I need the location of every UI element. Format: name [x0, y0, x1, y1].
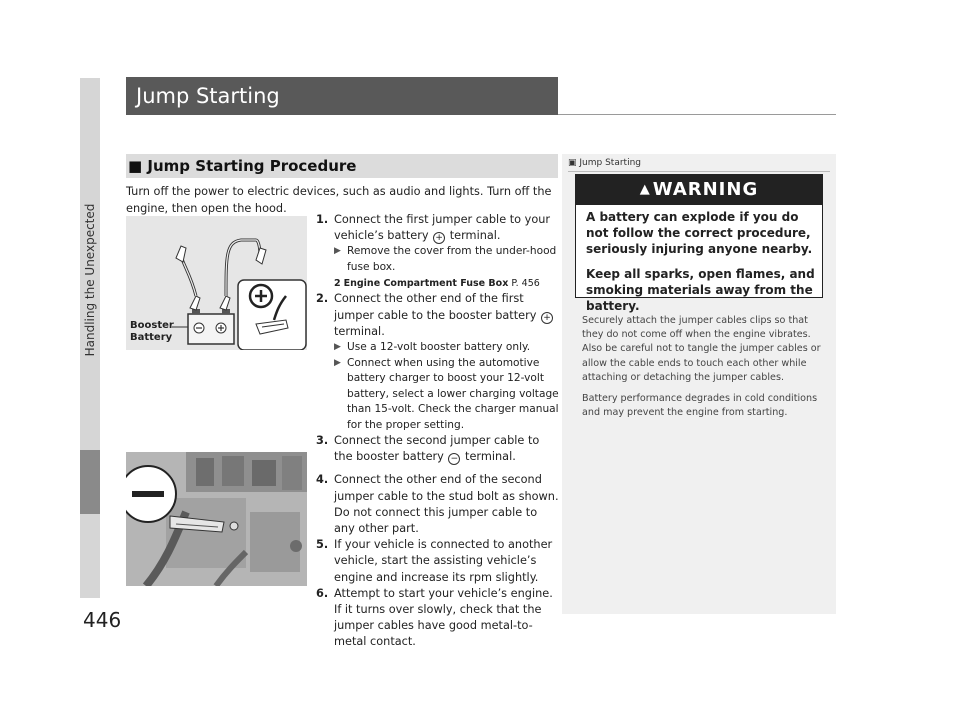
section-heading: [126, 154, 558, 178]
booster-battery-label: Booster Battery: [130, 320, 174, 343]
step-2: 2. Connect the other end of the first jumper cable to the booster battery + terminal. ▶ Use a 12-volt booster battery only. ▶ Connect when using the automotive battery charger to boost your 12-volt battery, select a lower charging voltage than 15-volt. Check the charger manual for the proper setting.: [316, 291, 560, 433]
step-2-note: ▶ Connect when using the automotive battery charger to boost your 12-volt battery, select a lower charging voltage than 15-volt. Check the charger manual for the proper setting.: [334, 356, 559, 431]
procedure-steps: [316, 212, 560, 651]
sidebar-chapter-marker: [80, 450, 100, 514]
chevron-right-icon: ▶: [334, 246, 341, 257]
step-1: 1. Connect the first jumper cable to your vehicle’s battery + terminal. ▶ Remove the cover from the under-hood fuse box. 2 Engine Compartment Fuse Box P. 456: [316, 212, 560, 291]
minus-terminal-icon: −: [448, 453, 460, 465]
warning-header: ▲ WARNING: [576, 175, 822, 205]
title-divider: [558, 114, 836, 115]
step-4: 4. Connect the other end of the second jumper cable to the stud bolt as shown. Do not connect this jumper cable to any other part.: [316, 473, 559, 536]
page-number: 446: [83, 608, 122, 632]
side-notes-divider: [568, 171, 830, 172]
booster-battery-diagram: [126, 216, 307, 350]
warning-triangle-icon: ▲: [639, 182, 651, 197]
step-3: 3. Connect the second jumper cable to the booster battery − terminal.: [316, 434, 540, 465]
step-6: 6. Attempt to start your vehicle’s engine. If it turns over slowly, check that the jumper cables have good metal-to-metal contact.: [316, 586, 553, 649]
reference-marker-icon: ▣: [568, 158, 577, 168]
step-1-note: ▶ Remove the cover from the under-hood fuse box.: [334, 245, 557, 273]
chevron-right-icon: ▶: [334, 357, 341, 368]
side-notes-heading: ▣ Jump Starting: [568, 158, 641, 168]
chapter-label: Handling the Unexpected: [83, 203, 97, 357]
chevron-right-icon: ▶: [334, 342, 341, 353]
section-marker: ■: [128, 157, 143, 175]
step-5: 5. If your vehicle is connected to another vehicle, start the assisting vehicle’s engine and increase its rpm slightly.: [316, 538, 553, 584]
engine-stud-bolt-photo: [126, 452, 307, 586]
reference-icon: 2: [334, 278, 341, 290]
warning-box: [575, 174, 823, 313]
warning-text: A battery can explode if you do not follow the correct procedure, seriously injuring anyone nearby. Keep all sparks, open flames, and smoking materials away from the battery.: [586, 210, 815, 313]
cross-reference-link[interactable]: 2 Engine Compartment Fuse Box P. 456: [334, 278, 540, 290]
section-title: Jump Starting Procedure: [147, 157, 357, 175]
engine-compartment-illustration: [126, 452, 307, 586]
page-title: Jump Starting: [126, 77, 558, 115]
side-notes-panel: [562, 154, 836, 614]
plus-terminal-icon: +: [541, 312, 553, 324]
plus-terminal-icon: +: [433, 232, 445, 244]
intro-paragraph: Turn off the power to electric devices, such as audio and lights. Turn off the engine, then open the hood.: [126, 185, 552, 215]
cable-attachment-note: Securely attach the jumper cables clips so that they do not come off when the engine vibrates. Also be careful not to tangle the jumper cables or allow the cable ends to touch each other while attaching or detaching the jumper cables.: [582, 315, 821, 383]
cold-weather-note: Battery performance degrades in cold conditions and may prevent the engine from starting.: [582, 393, 818, 419]
step-2-note: ▶ Use a 12-volt booster battery only.: [334, 340, 560, 356]
